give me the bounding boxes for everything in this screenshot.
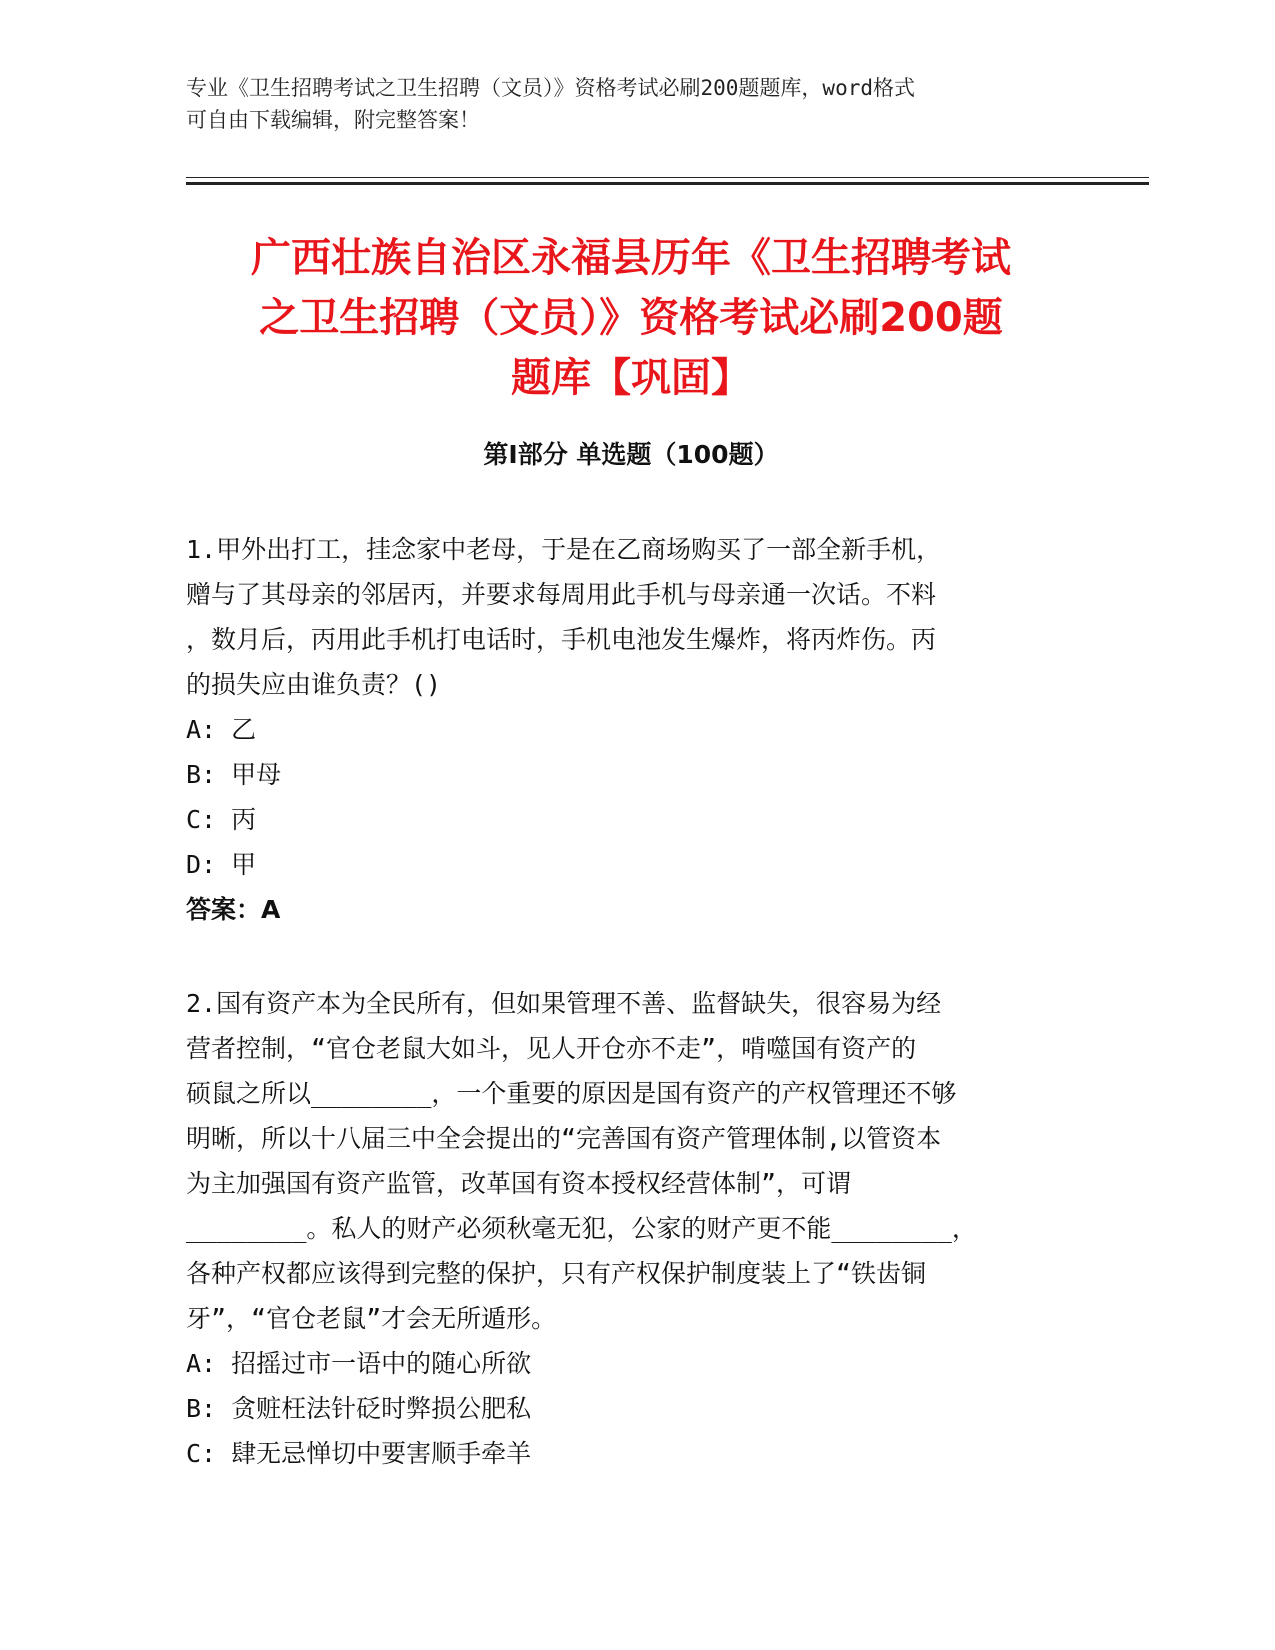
question-stem-line: 的损失应由谁负责？() — [186, 670, 442, 699]
option-b: B: 甲母 — [186, 760, 282, 789]
question-stem-line: ________。私人的财产必须秋毫无犯，公家的财产更不能________， — [186, 1214, 977, 1243]
question-stem-line: 营者控制，“官仓老鼠大如斗，见人开仓亦不走”，啃噬国有资产的 — [186, 1034, 917, 1063]
question-1 — [186, 527, 1076, 932]
document-title-line1: 广西壮族自治区永福县历年《卫生招聘考试 — [251, 235, 1011, 281]
header-note-line2: 可自由下载编辑，附完整答案！ — [186, 108, 480, 132]
answer: 答案：A — [186, 895, 281, 924]
question-stem-line: 为主加强国有资产监管，改革国有资本授权经营体制”，可谓 — [186, 1169, 852, 1198]
header-note-line1: 专业《卫生招聘考试之卫生招聘（文员）》资格考试必刷200题题库，word格式 — [186, 76, 915, 100]
option-a: A: 招摇过市一语中的随心所欲 — [186, 1349, 532, 1378]
header-note — [186, 72, 1086, 136]
question-stem-line: 赠与了其母亲的邻居丙，并要求每周用此手机与母亲通一次话。不料 — [186, 580, 937, 609]
option-d: D: 甲 — [186, 850, 257, 879]
option-c: C: 肆无忌惮切中要害顺手牵羊 — [186, 1439, 532, 1468]
question-stem-line: 各种产权都应该得到完整的保护，只有产权保护制度装上了“铁齿铜 — [186, 1259, 927, 1288]
question-2 — [186, 981, 1076, 1476]
document-title-line3: 题库【巩固】 — [511, 355, 751, 401]
option-b: B: 贪赃枉法针砭时弊损公肥私 — [186, 1394, 532, 1423]
question-stem-line: ，数月后，丙用此手机打电话时，手机电池发生爆炸，将丙炸伤。丙 — [186, 625, 937, 654]
header-divider-thin — [186, 177, 1149, 178]
section-heading: 第Ⅰ部分 单选题（100题） — [483, 440, 779, 469]
document-title-line2: 之卫生招聘（文员）》资格考试必刷200题 — [259, 295, 1003, 341]
document-title — [186, 228, 1076, 408]
question-stem-line: 2.国有资产本为全民所有，但如果管理不善、监督缺失，很容易为经 — [186, 989, 942, 1018]
option-a: A: 乙 — [186, 715, 257, 744]
option-c: C: 丙 — [186, 805, 257, 834]
question-stem-line: 1.甲外出打工，挂念家中老母，于是在乙商场购买了一部全新手机， — [186, 535, 942, 564]
question-stem-line: 硕鼠之所以________，一个重要的原因是国有资产的产权管理还不够 — [186, 1079, 957, 1108]
question-stem-line: 牙”，“官仓老鼠”才会无所遁形。 — [186, 1304, 557, 1333]
header-divider-thick — [186, 182, 1149, 185]
question-stem-line: 明晰，所以十八届三中全会提出的“完善国有资产管理体制,以管资本 — [186, 1124, 942, 1153]
